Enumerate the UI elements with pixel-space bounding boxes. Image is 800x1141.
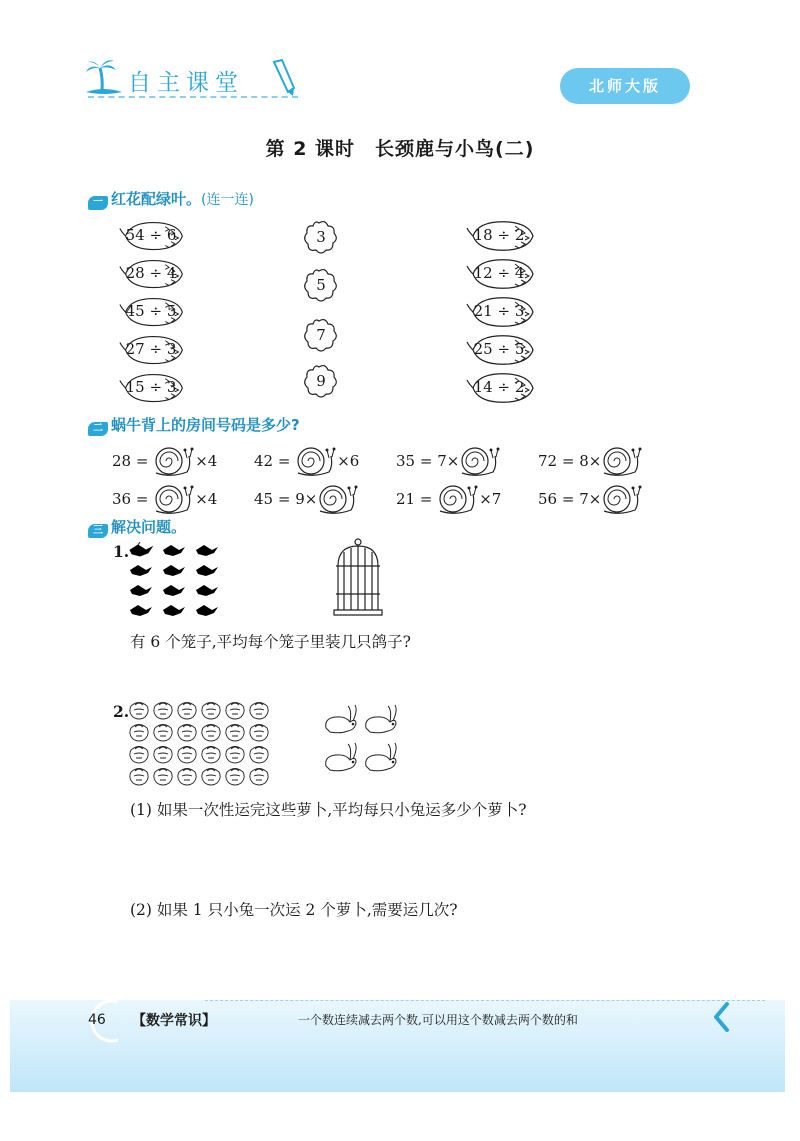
- snail-eq-8-pre: 56 = 7×: [538, 490, 602, 508]
- snail-eq-2-pre: 42 =: [254, 452, 291, 470]
- flower-1: 3: [316, 228, 326, 246]
- snail-eq-1-post: ×4: [195, 452, 218, 470]
- section-1-note: (连一连): [201, 192, 254, 208]
- snail-eq-4: [538, 446, 643, 478]
- header-title: 自主课堂: [128, 70, 244, 96]
- right-leaf-5: 14 ÷ 2: [473, 378, 525, 396]
- snail-eq-3-pre: 35 = 7×: [396, 452, 460, 470]
- section-3-heading: [88, 516, 186, 538]
- snail-eq-7-pre: 21 =: [396, 490, 433, 508]
- right-leaf-1: 18 ÷ 2: [473, 226, 525, 244]
- snail-eq-6: [254, 484, 359, 516]
- lesson-title: 第 2 课时 长颈鹿与小鸟(二): [265, 138, 535, 160]
- footer-divider: [205, 1000, 765, 1001]
- header-underline: [88, 96, 298, 98]
- snail-eq-4-pre: 72 = 8×: [538, 452, 602, 470]
- tip-text: 一个数连续减去两个数,可以用这个数减去两个数的和: [298, 1013, 578, 1027]
- snail-eq-2-post: ×6: [337, 452, 360, 470]
- section-1-heading: [88, 188, 254, 210]
- snail-eq-5-post: ×4: [195, 490, 218, 508]
- snail-eq-5: [112, 484, 217, 516]
- left-leaf-5: 15 ÷ 3: [125, 378, 177, 396]
- snail-icon: [601, 484, 643, 516]
- snail-icon: [153, 484, 195, 516]
- radishes-illustration: [128, 700, 276, 790]
- page-number: 46: [88, 1012, 106, 1028]
- snail-eq-2: [254, 446, 359, 478]
- q2-sub1: (1) 如果一次性运完这些萝卜,平均每只小兔运多少个萝卜?: [130, 801, 527, 819]
- right-leaf-4: 25 ÷ 5: [473, 340, 525, 358]
- pigeons-illustration: [128, 542, 224, 622]
- palm-tree-icon: [82, 58, 126, 98]
- snail-eq-8: [538, 484, 643, 516]
- snail-eq-1: [112, 446, 217, 478]
- chevron-left-icon: [712, 1002, 730, 1032]
- right-leaf-3: 21 ÷ 3: [473, 302, 525, 320]
- section-1-number: 一: [88, 196, 108, 210]
- snail-icon: [437, 484, 479, 516]
- flower-2: 5: [316, 276, 326, 294]
- left-leaf-3: 45 ÷ 5: [125, 302, 177, 320]
- q1-text: 有 6 个笼子,平均每个笼子里装几只鸽子?: [130, 633, 411, 651]
- snail-eq-5-pre: 36 =: [112, 490, 149, 508]
- section-2-number: 二: [88, 422, 108, 436]
- left-leaf-4: 27 ÷ 3: [125, 340, 177, 358]
- left-leaf-2: 28 ÷ 4: [125, 264, 177, 282]
- snail-eq-1-pre: 28 =: [112, 452, 149, 470]
- section-2-title: 蜗牛背上的房间号码是多少?: [111, 416, 300, 434]
- snail-icon: [317, 484, 359, 516]
- flower-3: 7: [316, 326, 326, 344]
- snail-icon: [601, 446, 643, 478]
- pencil-icon: [264, 58, 304, 100]
- tip-label: 【数学常识】: [132, 1013, 216, 1029]
- rabbits-illustration: [322, 704, 402, 780]
- section-2-heading: [88, 414, 300, 436]
- snail-icon: [295, 446, 337, 478]
- snail-icon: [153, 446, 195, 478]
- snail-eq-6-pre: 45 = 9×: [254, 490, 318, 508]
- q2-number: 2.: [113, 702, 130, 721]
- flower-4: 9: [316, 372, 326, 390]
- q1-number: 1.: [113, 542, 130, 561]
- snail-eq-3: [396, 446, 501, 478]
- birdcage-icon: [332, 538, 384, 618]
- left-leaf-1: 54 ÷ 6: [125, 226, 177, 244]
- right-leaf-2: 12 ÷ 4: [473, 264, 525, 282]
- edition-badge: 北师大版: [560, 68, 690, 104]
- section-1-title: 红花配绿叶。: [111, 190, 202, 208]
- snail-eq-7: [396, 484, 501, 516]
- q2-sub2: (2) 如果 1 只小兔一次运 2 个萝卜,需要运几次?: [130, 901, 458, 919]
- snail-eq-7-post: ×7: [479, 490, 502, 508]
- section-3-title: 解决问题。: [111, 518, 187, 536]
- section-3-number: 三: [88, 524, 108, 538]
- snail-icon: [459, 446, 501, 478]
